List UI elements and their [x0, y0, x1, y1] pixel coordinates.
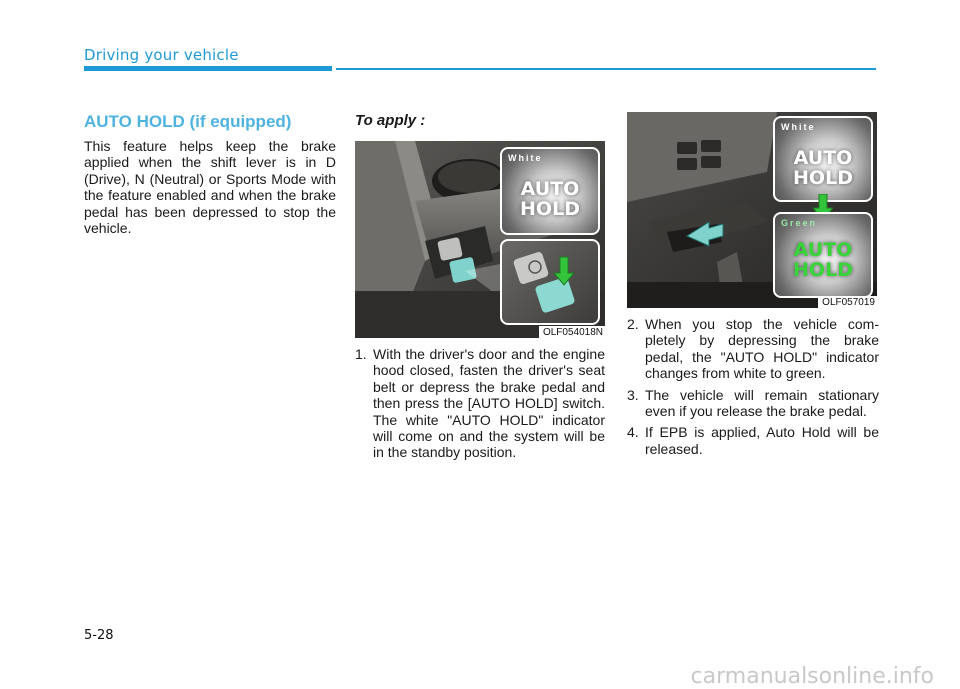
- switch-closeup: [500, 239, 600, 325]
- badge-color-label: White: [508, 153, 543, 163]
- green-indicator-badge: [773, 212, 873, 298]
- figure-pedal-indicator: [627, 112, 877, 308]
- apply-column: [355, 112, 605, 466]
- badge-color-label: White: [781, 122, 816, 132]
- header-rule-thick: [84, 66, 332, 71]
- figure-code: OLF054018N: [539, 326, 605, 338]
- indicator-column: [627, 112, 879, 462]
- figure-code: OLF057019: [818, 296, 877, 308]
- step-text: If EPB is applied, Auto Hold will be released.: [645, 424, 879, 457]
- step-number: 1.: [355, 346, 367, 362]
- step-text: With the driver's door and the engine hood closed, fasten the driver's seat belt or depress the brake pedal and then press the [AUTO HOLD] switch. The white "AUTO HOLD" indicator will come on and the system will be in the standby position.: [373, 346, 605, 461]
- watermark: carmanualsonline.info: [690, 664, 934, 689]
- steps-list-part1: [355, 346, 605, 461]
- header-rule-thin: [336, 68, 876, 70]
- figure-console-switch: [355, 141, 605, 338]
- to-apply-heading: To apply :: [355, 112, 426, 129]
- white-indicator-badge: [773, 116, 873, 202]
- badge-text-hold: HOLD: [793, 167, 853, 189]
- section-title: Driving your vehicle: [84, 46, 239, 64]
- page-number: 5-28: [84, 628, 114, 643]
- step-number: 3.: [627, 386, 639, 403]
- badge-text-auto: AUTO: [520, 178, 580, 200]
- white-indicator-badge: [500, 147, 600, 235]
- badge-text-hold: HOLD: [793, 259, 853, 281]
- auto-hold-heading: AUTO HOLD (if equipped): [84, 112, 292, 131]
- step-number: 4.: [627, 424, 639, 441]
- step-item: [355, 346, 605, 461]
- badge-text-auto: AUTO: [793, 147, 853, 169]
- intro-paragraph: This feature helps keep the brake applied when the shift lever is in D (Drive), N (Neutral) or Sports Mode with the feature enabled and when the brake pedal has been depressed to stop the vehicle.: [84, 138, 336, 237]
- step-item: [627, 387, 879, 420]
- badge-text-hold: HOLD: [520, 198, 580, 220]
- badge-text-auto: AUTO: [793, 239, 853, 261]
- step-text: The vehicle will remain stationary even if you release the brake pedal.: [645, 386, 879, 420]
- switch-closeup-illustration: [502, 241, 598, 323]
- step-item: [627, 316, 879, 382]
- step-text: When you stop the vehicle com-pletely by depressing the brake pedal, the "AUTO HOLD" indicator changes from white to green.: [645, 316, 879, 382]
- intro-column: [84, 112, 336, 236]
- badge-color-label: Green: [781, 218, 818, 228]
- step-item: [627, 424, 879, 457]
- step-number: 2.: [627, 316, 639, 332]
- steps-list-part2: [627, 316, 879, 457]
